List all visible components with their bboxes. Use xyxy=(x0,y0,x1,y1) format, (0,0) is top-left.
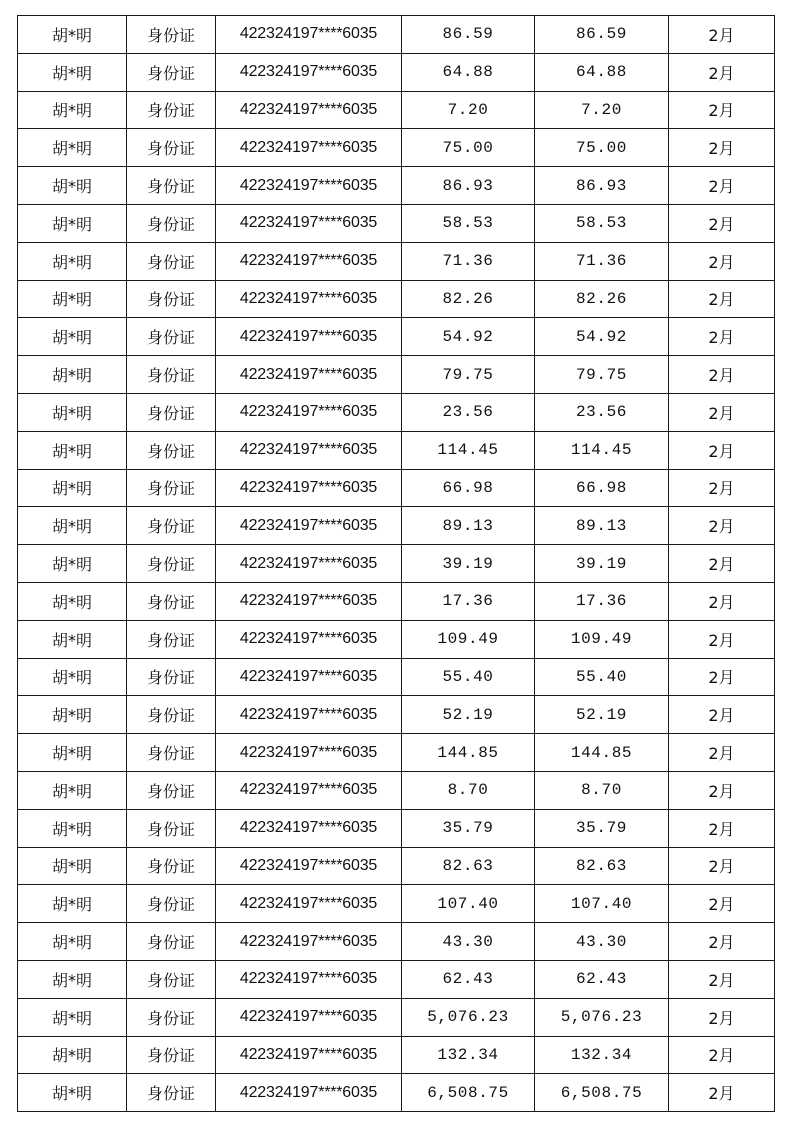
id-type-cell: 身份证 xyxy=(127,280,216,318)
id-type-cell: 身份证 xyxy=(127,167,216,205)
table-row xyxy=(18,809,775,847)
amount-cell: 43.30 xyxy=(402,923,535,961)
id-number-cell: 422324197****6035 xyxy=(216,242,402,280)
month-cell: 2月 xyxy=(669,318,775,356)
id-number-cell: 422324197****6035 xyxy=(216,734,402,772)
month-cell: 2月 xyxy=(669,734,775,772)
id-number-cell: 422324197****6035 xyxy=(216,1036,402,1074)
table-row xyxy=(18,318,775,356)
amount-cell: 55.40 xyxy=(402,658,535,696)
amount-paid-cell: 132.34 xyxy=(535,1036,669,1074)
amount-cell: 79.75 xyxy=(402,356,535,394)
amount-paid-cell: 7.20 xyxy=(535,91,669,129)
table-row xyxy=(18,129,775,167)
name-cell: 胡*明 xyxy=(18,998,127,1036)
table-row xyxy=(18,393,775,431)
amount-paid-cell: 79.75 xyxy=(535,356,669,394)
amount-cell: 62.43 xyxy=(402,960,535,998)
table-row xyxy=(18,280,775,318)
amount-paid-cell: 5,076.23 xyxy=(535,998,669,1036)
month-cell: 2月 xyxy=(669,242,775,280)
name-cell: 胡*明 xyxy=(18,809,127,847)
month-cell: 2月 xyxy=(669,620,775,658)
name-cell: 胡*明 xyxy=(18,167,127,205)
month-cell: 2月 xyxy=(669,469,775,507)
id-type-cell: 身份证 xyxy=(127,923,216,961)
month-cell: 2月 xyxy=(669,847,775,885)
amount-cell: 86.93 xyxy=(402,167,535,205)
name-cell: 胡*明 xyxy=(18,696,127,734)
amount-cell: 82.26 xyxy=(402,280,535,318)
amount-paid-cell: 114.45 xyxy=(535,431,669,469)
id-type-cell: 身份证 xyxy=(127,998,216,1036)
id-type-cell: 身份证 xyxy=(127,771,216,809)
month-cell: 2月 xyxy=(669,885,775,923)
id-type-cell: 身份证 xyxy=(127,545,216,583)
table-body xyxy=(18,16,775,1112)
id-number-cell: 422324197****6035 xyxy=(216,53,402,91)
month-cell: 2月 xyxy=(669,431,775,469)
id-type-cell: 身份证 xyxy=(127,507,216,545)
table-row xyxy=(18,91,775,129)
id-number-cell: 422324197****6035 xyxy=(216,620,402,658)
id-number-cell: 422324197****6035 xyxy=(216,696,402,734)
amount-cell: 8.70 xyxy=(402,771,535,809)
amount-paid-cell: 86.59 xyxy=(535,16,669,54)
amount-cell: 39.19 xyxy=(402,545,535,583)
amount-paid-cell: 55.40 xyxy=(535,658,669,696)
id-number-cell: 422324197****6035 xyxy=(216,431,402,469)
month-cell: 2月 xyxy=(669,582,775,620)
month-cell: 2月 xyxy=(669,809,775,847)
table-row xyxy=(18,507,775,545)
name-cell: 胡*明 xyxy=(18,620,127,658)
id-type-cell: 身份证 xyxy=(127,620,216,658)
name-cell: 胡*明 xyxy=(18,507,127,545)
amount-cell: 71.36 xyxy=(402,242,535,280)
id-number-cell: 422324197****6035 xyxy=(216,960,402,998)
amount-cell: 52.19 xyxy=(402,696,535,734)
id-number-cell: 422324197****6035 xyxy=(216,1074,402,1112)
id-type-cell: 身份证 xyxy=(127,356,216,394)
table-row xyxy=(18,998,775,1036)
table-row xyxy=(18,734,775,772)
id-type-cell: 身份证 xyxy=(127,696,216,734)
id-type-cell: 身份证 xyxy=(127,885,216,923)
name-cell: 胡*明 xyxy=(18,734,127,772)
table-row xyxy=(18,1074,775,1112)
month-cell: 2月 xyxy=(669,1074,775,1112)
name-cell: 胡*明 xyxy=(18,847,127,885)
id-number-cell: 422324197****6035 xyxy=(216,393,402,431)
table-row xyxy=(18,620,775,658)
amount-paid-cell: 71.36 xyxy=(535,242,669,280)
table-row xyxy=(18,923,775,961)
name-cell: 胡*明 xyxy=(18,318,127,356)
amount-cell: 144.85 xyxy=(402,734,535,772)
month-cell: 2月 xyxy=(669,771,775,809)
month-cell: 2月 xyxy=(669,129,775,167)
amount-paid-cell: 144.85 xyxy=(535,734,669,772)
amount-paid-cell: 8.70 xyxy=(535,771,669,809)
amount-cell: 109.49 xyxy=(402,620,535,658)
id-number-cell: 422324197****6035 xyxy=(216,167,402,205)
amount-cell: 23.56 xyxy=(402,393,535,431)
table-row xyxy=(18,658,775,696)
table-row xyxy=(18,582,775,620)
id-type-cell: 身份证 xyxy=(127,658,216,696)
id-type-cell: 身份证 xyxy=(127,1036,216,1074)
id-number-cell: 422324197****6035 xyxy=(216,771,402,809)
amount-paid-cell: 107.40 xyxy=(535,885,669,923)
name-cell: 胡*明 xyxy=(18,16,127,54)
amount-cell: 54.92 xyxy=(402,318,535,356)
month-cell: 2月 xyxy=(669,998,775,1036)
id-type-cell: 身份证 xyxy=(127,91,216,129)
month-cell: 2月 xyxy=(669,167,775,205)
id-type-cell: 身份证 xyxy=(127,847,216,885)
name-cell: 胡*明 xyxy=(18,469,127,507)
name-cell: 胡*明 xyxy=(18,545,127,583)
id-number-cell: 422324197****6035 xyxy=(216,91,402,129)
table-row xyxy=(18,469,775,507)
table-row xyxy=(18,53,775,91)
amount-paid-cell: 43.30 xyxy=(535,923,669,961)
amount-paid-cell: 89.13 xyxy=(535,507,669,545)
id-number-cell: 422324197****6035 xyxy=(216,545,402,583)
month-cell: 2月 xyxy=(669,280,775,318)
amount-cell: 75.00 xyxy=(402,129,535,167)
month-cell: 2月 xyxy=(669,545,775,583)
id-type-cell: 身份证 xyxy=(127,960,216,998)
id-type-cell: 身份证 xyxy=(127,582,216,620)
id-number-cell: 422324197****6035 xyxy=(216,923,402,961)
amount-cell: 17.36 xyxy=(402,582,535,620)
name-cell: 胡*明 xyxy=(18,1036,127,1074)
name-cell: 胡*明 xyxy=(18,91,127,129)
name-cell: 胡*明 xyxy=(18,280,127,318)
amount-paid-cell: 82.63 xyxy=(535,847,669,885)
month-cell: 2月 xyxy=(669,960,775,998)
table-row xyxy=(18,16,775,54)
amount-paid-cell: 66.98 xyxy=(535,469,669,507)
table-row xyxy=(18,545,775,583)
id-type-cell: 身份证 xyxy=(127,469,216,507)
name-cell: 胡*明 xyxy=(18,129,127,167)
amount-cell: 86.59 xyxy=(402,16,535,54)
table-row xyxy=(18,885,775,923)
id-number-cell: 422324197****6035 xyxy=(216,885,402,923)
name-cell: 胡*明 xyxy=(18,771,127,809)
id-number-cell: 422324197****6035 xyxy=(216,318,402,356)
month-cell: 2月 xyxy=(669,356,775,394)
amount-paid-cell: 82.26 xyxy=(535,280,669,318)
name-cell: 胡*明 xyxy=(18,431,127,469)
table-row xyxy=(18,242,775,280)
id-number-cell: 422324197****6035 xyxy=(216,129,402,167)
id-number-cell: 422324197****6035 xyxy=(216,469,402,507)
amount-paid-cell: 58.53 xyxy=(535,204,669,242)
amount-cell: 58.53 xyxy=(402,204,535,242)
id-type-cell: 身份证 xyxy=(127,393,216,431)
name-cell: 胡*明 xyxy=(18,582,127,620)
id-type-cell: 身份证 xyxy=(127,204,216,242)
id-number-cell: 422324197****6035 xyxy=(216,16,402,54)
month-cell: 2月 xyxy=(669,507,775,545)
name-cell: 胡*明 xyxy=(18,393,127,431)
table-row xyxy=(18,356,775,394)
id-number-cell: 422324197****6035 xyxy=(216,280,402,318)
table-row xyxy=(18,847,775,885)
amount-paid-cell: 62.43 xyxy=(535,960,669,998)
month-cell: 2月 xyxy=(669,658,775,696)
table-row xyxy=(18,167,775,205)
month-cell: 2月 xyxy=(669,696,775,734)
amount-cell: 82.63 xyxy=(402,847,535,885)
name-cell: 胡*明 xyxy=(18,923,127,961)
amount-paid-cell: 17.36 xyxy=(535,582,669,620)
amount-cell: 107.40 xyxy=(402,885,535,923)
month-cell: 2月 xyxy=(669,923,775,961)
id-type-cell: 身份证 xyxy=(127,734,216,772)
amount-paid-cell: 6,508.75 xyxy=(535,1074,669,1112)
amount-paid-cell: 86.93 xyxy=(535,167,669,205)
id-number-cell: 422324197****6035 xyxy=(216,507,402,545)
table-row xyxy=(18,431,775,469)
id-number-cell: 422324197****6035 xyxy=(216,356,402,394)
table-row xyxy=(18,960,775,998)
name-cell: 胡*明 xyxy=(18,204,127,242)
amount-cell: 6,508.75 xyxy=(402,1074,535,1112)
name-cell: 胡*明 xyxy=(18,242,127,280)
amount-paid-cell: 54.92 xyxy=(535,318,669,356)
amount-cell: 66.98 xyxy=(402,469,535,507)
name-cell: 胡*明 xyxy=(18,356,127,394)
id-type-cell: 身份证 xyxy=(127,809,216,847)
name-cell: 胡*明 xyxy=(18,960,127,998)
id-type-cell: 身份证 xyxy=(127,431,216,469)
month-cell: 2月 xyxy=(669,53,775,91)
table-row xyxy=(18,204,775,242)
table-row xyxy=(18,1036,775,1074)
amount-cell: 64.88 xyxy=(402,53,535,91)
id-type-cell: 身份证 xyxy=(127,318,216,356)
payment-table xyxy=(17,15,775,1112)
id-number-cell: 422324197****6035 xyxy=(216,809,402,847)
amount-cell: 114.45 xyxy=(402,431,535,469)
table-row xyxy=(18,771,775,809)
amount-paid-cell: 64.88 xyxy=(535,53,669,91)
amount-cell: 7.20 xyxy=(402,91,535,129)
document-page xyxy=(17,15,775,1112)
amount-paid-cell: 109.49 xyxy=(535,620,669,658)
id-type-cell: 身份证 xyxy=(127,242,216,280)
month-cell: 2月 xyxy=(669,204,775,242)
amount-paid-cell: 52.19 xyxy=(535,696,669,734)
id-type-cell: 身份证 xyxy=(127,129,216,167)
month-cell: 2月 xyxy=(669,91,775,129)
name-cell: 胡*明 xyxy=(18,1074,127,1112)
id-number-cell: 422324197****6035 xyxy=(216,204,402,242)
amount-cell: 132.34 xyxy=(402,1036,535,1074)
name-cell: 胡*明 xyxy=(18,53,127,91)
id-number-cell: 422324197****6035 xyxy=(216,582,402,620)
amount-paid-cell: 75.00 xyxy=(535,129,669,167)
amount-paid-cell: 39.19 xyxy=(535,545,669,583)
id-type-cell: 身份证 xyxy=(127,53,216,91)
month-cell: 2月 xyxy=(669,1036,775,1074)
amount-cell: 5,076.23 xyxy=(402,998,535,1036)
amount-paid-cell: 23.56 xyxy=(535,393,669,431)
id-number-cell: 422324197****6035 xyxy=(216,998,402,1036)
table-row xyxy=(18,696,775,734)
name-cell: 胡*明 xyxy=(18,885,127,923)
name-cell: 胡*明 xyxy=(18,658,127,696)
id-number-cell: 422324197****6035 xyxy=(216,658,402,696)
id-type-cell: 身份证 xyxy=(127,1074,216,1112)
amount-cell: 35.79 xyxy=(402,809,535,847)
id-type-cell: 身份证 xyxy=(127,16,216,54)
amount-cell: 89.13 xyxy=(402,507,535,545)
id-number-cell: 422324197****6035 xyxy=(216,847,402,885)
month-cell: 2月 xyxy=(669,16,775,54)
amount-paid-cell: 35.79 xyxy=(535,809,669,847)
month-cell: 2月 xyxy=(669,393,775,431)
